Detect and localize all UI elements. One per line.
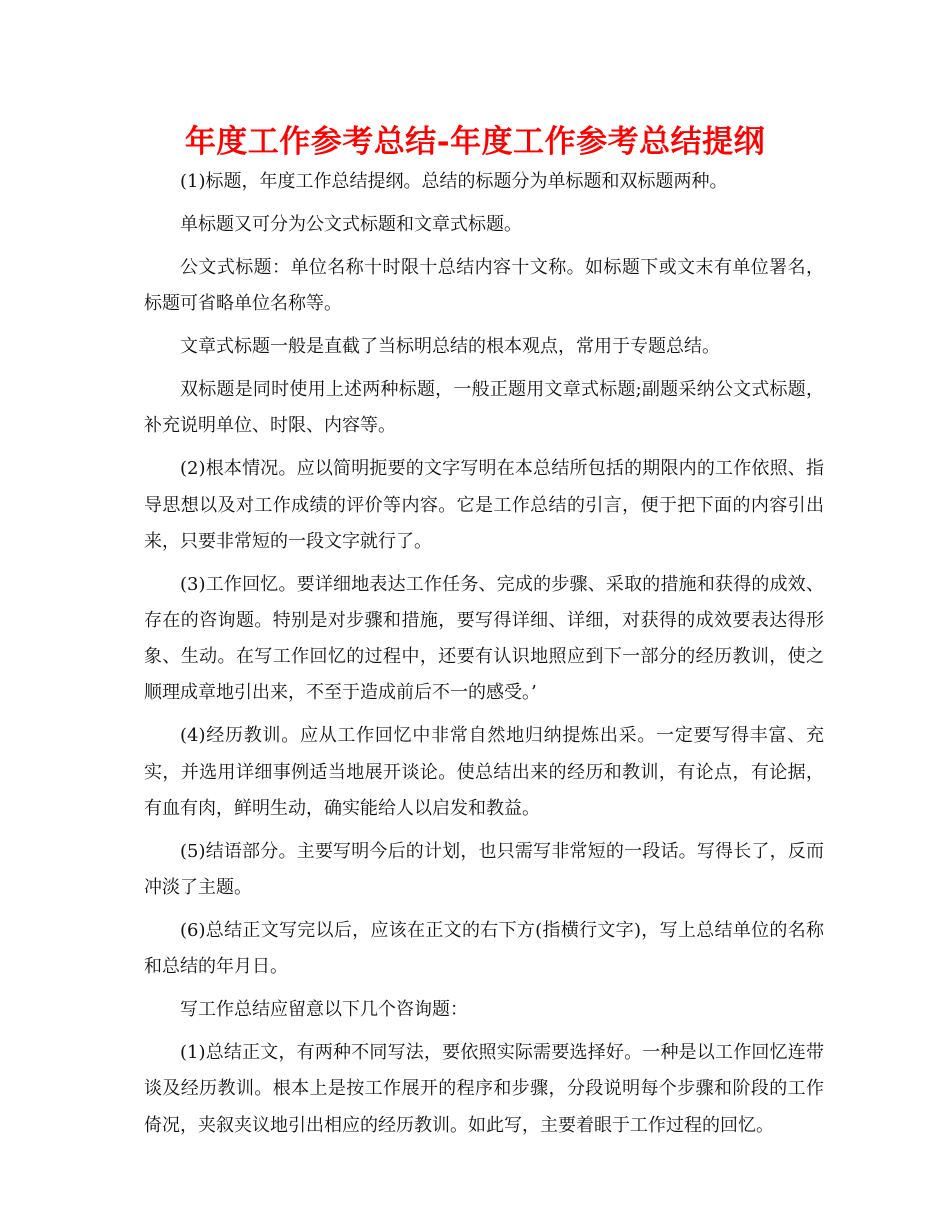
document-title: 年度工作参考总结-年度工作参考总结提纲 bbox=[184, 124, 766, 160]
paragraph: (1)标题，年度工作总结提纲。总结的标题分为单标题和双标题两种。 bbox=[180, 171, 728, 192]
document-body bbox=[144, 164, 824, 1151]
paragraph: (4)经历教训。应从工作回忆中非常自然地归纳提炼出采。一定要写得丰富、充实，并选用详细事例适当地展开谈论。使总结出来的经历和教训，有论点，有论据，有血有肉，鲜明生动，确实能给人以启发和教益。 bbox=[144, 725, 824, 819]
paragraph: 写工作总结应留意以下几个咨询题： bbox=[180, 999, 468, 1021]
paragraph: (5)结语部分。主要写明今后的计划，也只需写非常短的一段话。写得长了，反而冲淡了主题。 bbox=[144, 840, 824, 899]
paragraph: 文章式标题一般是直截了当标明总结的根本观点，常用于专题总结。 bbox=[180, 336, 720, 358]
paragraph: 双标题是同时使用上述两种标题，一般正题用文章式标题;副题采纳公文式标题，补充说明单位、时限、内容等。 bbox=[144, 379, 824, 437]
paragraph: 公文式标题：单位名称十时限十总结内容十文称。如标题下或文末有单位署名，标题可省略单位名称等。 bbox=[144, 257, 824, 315]
paragraph: (3)工作回忆。要详细地表达工作任务、完成的步骤、采取的措施和获得的成效、存在的咨询题。特别是对步骤和措施，要写得详细、详细，对获得的成效要表达得形象、生动。在写工作回忆的过程中，还要有认识地照应到下一部分的经历教训，使之顺理成章地引出来，不至于造成前后不一的感受。’ bbox=[144, 573, 824, 704]
paragraph: 单标题又可分为公文式标题和文章式标题。 bbox=[180, 214, 522, 235]
paragraph: (6)总结正文写完以后，应该在正文的右下方(指横行文字)，写上总结单位的名称和总结的年月日。 bbox=[144, 920, 824, 978]
paragraph: (1)总结正文，有两种不同写法，要依照实际需要选择好。一种是以工作回忆连带谈及经历教训。根本上是按工作展开的程序和步骤，分段说明每个步骤和阶段的工作倚况，夹叙夹议地引出相应的经历教训。如此写，主要着眼于工作过程的回忆。 bbox=[144, 1042, 824, 1136]
paragraph: (2)根本情况。应以简明扼要的文字写明在本总结所包括的期限内的工作依照、指导思想以及对工作成绩的评价等内容。它是工作总结的引言，便于把下面的内容引出来，只要非常短的一段文字就行了。 bbox=[144, 458, 824, 552]
